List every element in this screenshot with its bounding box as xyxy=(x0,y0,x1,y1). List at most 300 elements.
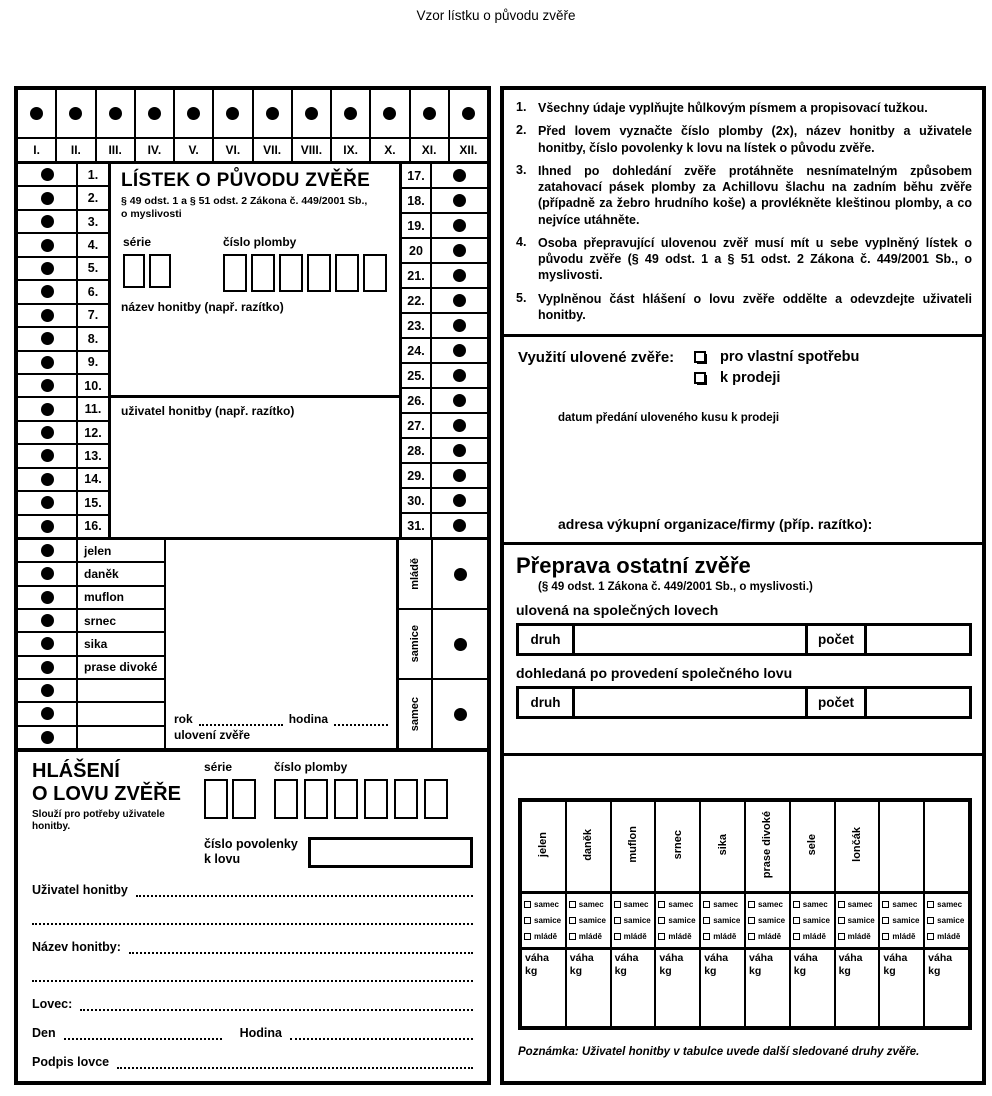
checkbox-icon[interactable] xyxy=(927,917,934,924)
day-punch-cell[interactable] xyxy=(432,339,487,364)
checkbox-icon[interactable] xyxy=(927,901,934,908)
month-punch-cell[interactable] xyxy=(214,90,251,139)
day-punch-cell[interactable] xyxy=(432,189,487,214)
day-number: 18. xyxy=(402,189,430,214)
mlade-checkbox-row[interactable] xyxy=(614,932,653,941)
vaha-input-cell[interactable] xyxy=(791,950,834,1026)
animal-name: srnec xyxy=(78,610,164,633)
day-punch-cell[interactable] xyxy=(432,314,487,339)
animal-punch-cell[interactable] xyxy=(18,680,76,703)
vaha-input-cell[interactable] xyxy=(612,950,655,1026)
hlaseni-title-line1: HLÁŠENÍ xyxy=(32,760,120,782)
punch-dot-icon xyxy=(41,356,54,369)
punch-dot-icon xyxy=(305,107,318,120)
month-punch-cell[interactable] xyxy=(136,90,173,139)
vaha-label: váha xyxy=(704,952,729,964)
samice-checkbox-row[interactable] xyxy=(703,916,742,925)
punch-dot-icon xyxy=(41,449,54,462)
kg-label: kg xyxy=(704,965,717,978)
druh-input-cell[interactable] xyxy=(575,689,805,716)
day-punch-cell[interactable] xyxy=(18,422,76,445)
month-punch-cell[interactable] xyxy=(450,90,487,139)
checkbox-icon[interactable] xyxy=(524,917,531,924)
punch-dot-icon xyxy=(41,496,54,509)
vaha-input-cell[interactable] xyxy=(701,950,744,1026)
samice-checkbox-row[interactable] xyxy=(882,916,921,925)
punch-dot-icon xyxy=(41,637,54,650)
hlaseni-plomba-box[interactable] xyxy=(274,779,298,819)
checkbox-icon[interactable] xyxy=(658,917,665,924)
month-cell xyxy=(214,90,253,161)
month-cell xyxy=(254,90,293,161)
species-checkbox-cell xyxy=(925,894,968,950)
day-punch-cell[interactable] xyxy=(18,281,76,304)
mlade-label: mládě xyxy=(937,931,961,941)
mlade-label: mládě xyxy=(668,931,692,941)
month-label: IX. xyxy=(343,143,358,157)
vaha-input-cell[interactable] xyxy=(746,950,789,1026)
checkbox-icon[interactable] xyxy=(838,933,845,940)
month-label: VI. xyxy=(225,143,241,157)
species-header-cell xyxy=(880,802,923,894)
punch-dot-icon xyxy=(454,638,467,651)
druh-header: druh xyxy=(519,689,575,716)
day-punch-cell[interactable] xyxy=(432,264,487,289)
samec-checkbox-row[interactable] xyxy=(614,900,653,909)
sex-label: samice xyxy=(409,625,421,663)
day-punch-cell[interactable] xyxy=(18,258,76,281)
day-punch-cell[interactable] xyxy=(432,364,487,389)
samec-label: samec xyxy=(802,900,828,910)
plomba-box[interactable] xyxy=(363,254,387,292)
samice-checkbox-row[interactable] xyxy=(793,916,832,925)
animal-name-column xyxy=(78,540,166,748)
day-number: 1. xyxy=(78,164,108,187)
day-number: 20 xyxy=(402,239,430,264)
day-punch-cell[interactable] xyxy=(18,492,76,515)
checkbox-icon[interactable] xyxy=(658,933,665,940)
day-number: 23. xyxy=(402,314,430,339)
month-cell xyxy=(371,90,410,161)
days-1-16-number-column xyxy=(78,164,111,537)
adresa-vykupni-label: adresa výkupní organizace/firmy (příp. razítko): xyxy=(558,516,873,532)
punch-dot-icon xyxy=(453,419,466,432)
punch-dot-icon xyxy=(41,168,54,181)
species-checkbox-cell xyxy=(791,894,834,950)
month-label: XI. xyxy=(421,143,437,157)
option-pro-vlastni-spotrebu[interactable] xyxy=(694,349,859,365)
instruction-item xyxy=(512,163,972,228)
punch-dot-icon xyxy=(453,194,466,207)
plomba-box[interactable] xyxy=(223,254,247,292)
day-number: 2. xyxy=(78,187,108,210)
day-number: 14. xyxy=(78,469,108,492)
day-number: 15. xyxy=(78,492,108,515)
day-punch-cell[interactable] xyxy=(432,464,487,489)
month-punch-cell[interactable] xyxy=(18,90,55,139)
mlade-checkbox-row[interactable] xyxy=(927,932,966,941)
kg-label: kg xyxy=(883,965,896,978)
rok-fill-line[interactable] xyxy=(199,713,283,726)
kg-label: kg xyxy=(928,965,941,978)
month-punch-cell[interactable] xyxy=(254,90,291,139)
month-punch-cell[interactable] xyxy=(332,90,369,139)
species-header-cell xyxy=(746,802,789,894)
day-punch-cell[interactable] xyxy=(432,389,487,414)
day-punch-cell[interactable] xyxy=(18,398,76,421)
hlaseni-plomba-box[interactable] xyxy=(424,779,448,819)
vaha-label: váha xyxy=(614,952,639,964)
day-punch-cell[interactable] xyxy=(432,239,487,264)
uloveni-zvere-label: ulovení zvěře xyxy=(174,728,251,742)
animal-punch-cell[interactable] xyxy=(18,727,76,748)
punch-dot-icon xyxy=(41,567,54,580)
checkbox-icon[interactable] xyxy=(524,901,531,908)
sex-label: mládě xyxy=(409,558,421,590)
vaha-label: váha xyxy=(793,952,818,964)
animal-punch-cell[interactable] xyxy=(18,610,76,633)
serie-label: série xyxy=(123,235,152,250)
day-number: 28. xyxy=(402,439,430,464)
animal-punch-column xyxy=(18,540,78,748)
mlade-checkbox-row[interactable] xyxy=(703,932,742,941)
mlade-label: mládě xyxy=(802,931,826,941)
hlaseni-plomba-label: číslo plomby xyxy=(274,760,348,774)
day-number: 9. xyxy=(78,352,108,375)
mlade-checkbox-row[interactable] xyxy=(658,932,697,941)
ulovena-label: ulovená na společných lovech xyxy=(516,602,719,618)
samec-label: samec xyxy=(937,900,963,910)
day-punch-cell[interactable] xyxy=(432,164,487,189)
species-checkbox-cell xyxy=(746,894,789,950)
samice-checkbox-row[interactable] xyxy=(927,916,966,925)
animal-punch-cell[interactable] xyxy=(18,703,76,726)
checkbox-icon[interactable] xyxy=(569,901,576,908)
vaha-input-cell[interactable] xyxy=(522,950,565,1026)
month-punch-cell[interactable] xyxy=(57,90,94,139)
day-punch-cell[interactable] xyxy=(18,516,76,537)
instruction-item xyxy=(512,291,972,324)
instruction-text: Osoba přepravující ulovenou zvěř musí mít u sebe vyplněný lístek o původu zvěře (§ 49 odst. 1 a § 51 odst. 2 Zákona č. 449/2001 Sb., o myslivosti. xyxy=(538,235,972,283)
hodina-fill-line[interactable] xyxy=(290,1027,473,1040)
podpis-fill-line[interactable] xyxy=(117,1056,473,1069)
samice-label: samice xyxy=(892,915,920,925)
punch-dot-icon xyxy=(226,107,239,120)
punch-dot-icon xyxy=(453,369,466,382)
vaha-label: váha xyxy=(928,952,953,964)
month-label: XII. xyxy=(459,143,478,157)
samec-checkbox-row[interactable] xyxy=(927,900,966,909)
sex-label-cell xyxy=(399,540,431,610)
day-punch-cell[interactable] xyxy=(18,164,76,187)
checkbox-icon[interactable] xyxy=(658,901,665,908)
mlade-checkbox-row[interactable] xyxy=(524,932,563,941)
mlade-checkbox-row[interactable] xyxy=(882,932,921,941)
checkbox-icon[interactable] xyxy=(793,901,800,908)
day-punch-cell[interactable] xyxy=(432,489,487,514)
hlaseni-section xyxy=(18,752,487,1081)
checkbox-icon[interactable] xyxy=(614,917,621,924)
checkbox-icon[interactable] xyxy=(793,933,800,940)
mlade-checkbox-row[interactable] xyxy=(793,932,832,941)
samice-checkbox-row[interactable] xyxy=(838,916,877,925)
mlade-checkbox-row[interactable] xyxy=(838,932,877,941)
vaha-label: váha xyxy=(883,952,908,964)
mlade-checkbox-row[interactable] xyxy=(748,932,787,941)
species-header-cell xyxy=(522,802,565,894)
listek-law-line1: § 49 odst. 1 a § 51 odst. 2 Zákona č. 449/2001 Sb., xyxy=(121,195,368,207)
plomba-box[interactable] xyxy=(307,254,331,292)
plomba-label: číslo plomby xyxy=(223,235,297,250)
punch-dot-icon xyxy=(454,568,467,581)
day-punch-cell[interactable] xyxy=(432,289,487,314)
vaha-input-cell[interactable] xyxy=(880,950,923,1026)
day-punch-cell[interactable] xyxy=(18,375,76,398)
day-punch-cell[interactable] xyxy=(18,211,76,234)
punch-dot-icon xyxy=(41,731,54,744)
vaha-label: váha xyxy=(569,952,594,964)
samice-checkbox-row[interactable] xyxy=(614,916,653,925)
species-column xyxy=(880,802,925,1026)
vaha-input-cell[interactable] xyxy=(656,950,699,1026)
checkbox-icon[interactable] xyxy=(569,933,576,940)
day-punch-cell[interactable] xyxy=(432,514,487,537)
sex-label-cell xyxy=(399,610,431,680)
day-punch-cell[interactable] xyxy=(18,305,76,328)
povolenka-input-box[interactable] xyxy=(308,837,473,868)
kg-label: kg xyxy=(659,965,672,978)
serie-box[interactable] xyxy=(149,254,171,288)
day-number: 19. xyxy=(402,214,430,239)
samice-checkbox-row[interactable] xyxy=(748,916,787,925)
instruction-text: Všechny údaje vyplňujte hůlkovým písmem a propisovací tužkou. xyxy=(538,101,928,115)
poznamka-note: Poznámka: Uživatel honitby v tabulce uvede další sledované druhy zvěře. xyxy=(518,1046,920,1058)
mlade-label: mládě xyxy=(713,931,737,941)
hodina-fill-line[interactable] xyxy=(334,713,388,726)
month-punch-cell[interactable] xyxy=(293,90,330,139)
vaha-label: váha xyxy=(748,952,773,964)
kg-label: kg xyxy=(614,965,627,978)
species-column xyxy=(925,802,968,1026)
preprava-subtitle: (§ 49 odst. 1 Zákona č. 449/2001 Sb., o myslivosti.) xyxy=(538,581,813,593)
checkbox-icon[interactable] xyxy=(748,901,755,908)
animal-punch-cell[interactable] xyxy=(18,633,76,656)
month-punch-cell[interactable] xyxy=(175,90,212,139)
species-name: daněk xyxy=(582,828,595,861)
mlade-label: mládě xyxy=(847,931,871,941)
animal-punch-cell[interactable] xyxy=(18,657,76,680)
punch-dot-icon xyxy=(41,614,54,627)
month-punch-cell[interactable] xyxy=(411,90,448,139)
checkbox-icon[interactable] xyxy=(927,933,934,940)
vaha-label: váha xyxy=(525,952,549,964)
checkbox-icon[interactable] xyxy=(703,917,710,924)
punch-dot-icon xyxy=(453,244,466,257)
day-punch-cell[interactable] xyxy=(18,234,76,257)
samec-checkbox-row[interactable] xyxy=(793,900,832,909)
punch-dot-icon xyxy=(453,344,466,357)
hlaseni-plomba-box[interactable] xyxy=(364,779,388,819)
sex-punch-cell[interactable] xyxy=(433,610,487,680)
hlaseni-serie-label: série xyxy=(204,760,233,774)
animal-punch-cell[interactable] xyxy=(18,540,76,563)
instruction-number: 4. xyxy=(516,234,527,249)
species-column xyxy=(746,802,791,1026)
samice-label: samice xyxy=(713,915,741,925)
species-table xyxy=(518,798,972,1030)
month-cell xyxy=(18,90,57,161)
samec-checkbox-row[interactable] xyxy=(569,900,608,909)
sex-punch-cell[interactable] xyxy=(433,540,487,610)
pocet-input-cell[interactable] xyxy=(867,689,969,716)
checkbox-icon[interactable] xyxy=(569,917,576,924)
hlaseni-serie-box[interactable] xyxy=(204,779,228,819)
day-punch-cell[interactable] xyxy=(18,469,76,492)
mlade-checkbox-row[interactable] xyxy=(569,932,608,941)
species-name: jelen xyxy=(537,831,550,858)
checkbox-icon[interactable] xyxy=(882,917,889,924)
nazev-honitby-fill-line[interactable] xyxy=(129,941,473,954)
samice-label: samice xyxy=(668,915,696,925)
hlaseni-plomba-box[interactable] xyxy=(304,779,328,819)
samec-label: samec xyxy=(847,900,873,910)
month-label: II. xyxy=(70,143,81,157)
vaha-input-cell[interactable] xyxy=(836,950,879,1026)
samec-checkbox-row[interactable] xyxy=(524,900,563,909)
vaha-input-cell[interactable] xyxy=(925,950,968,1026)
checkbox-icon[interactable] xyxy=(703,933,710,940)
checkbox-icon[interactable] xyxy=(694,351,706,363)
option-k-prodeji[interactable] xyxy=(694,370,859,386)
den-fill-line[interactable] xyxy=(64,1027,222,1040)
day-punch-cell[interactable] xyxy=(432,414,487,439)
day-punch-cell[interactable] xyxy=(18,352,76,375)
month-punch-cell[interactable] xyxy=(97,90,134,139)
samice-checkbox-row[interactable] xyxy=(569,916,608,925)
pocet-input-cell[interactable] xyxy=(867,626,969,653)
punch-dot-icon xyxy=(109,107,122,120)
samec-checkbox-row[interactable] xyxy=(882,900,921,909)
uzivatel-honitby-fill-line2[interactable] xyxy=(32,912,473,925)
rok-label: rok xyxy=(174,712,193,726)
checkbox-icon[interactable] xyxy=(703,901,710,908)
days-17-31-punch-column xyxy=(432,164,487,537)
instruction-number: 5. xyxy=(516,290,527,305)
plomba-box[interactable] xyxy=(251,254,275,292)
samice-checkbox-row[interactable] xyxy=(524,916,563,925)
checkbox-icon[interactable] xyxy=(882,933,889,940)
punch-dot-icon xyxy=(453,469,466,482)
samec-label: samec xyxy=(578,900,604,910)
animal-center-box[interactable] xyxy=(166,540,399,748)
druh-input-cell[interactable] xyxy=(575,626,805,653)
checkbox-icon[interactable] xyxy=(748,933,755,940)
day-number: 21. xyxy=(402,264,430,289)
uzivatel-honitby-fill-line[interactable] xyxy=(136,884,473,897)
day-number: 16. xyxy=(84,519,102,534)
plomba-box[interactable] xyxy=(279,254,303,292)
day-punch-cell[interactable] xyxy=(18,328,76,351)
checkbox-icon[interactable] xyxy=(614,901,621,908)
punch-dot-icon xyxy=(41,426,54,439)
day-punch-cell[interactable] xyxy=(18,445,76,468)
animal-punch-cell[interactable] xyxy=(18,563,76,586)
animal-name: muflon xyxy=(78,587,164,610)
kg-label: kg xyxy=(838,965,851,978)
samec-checkbox-row[interactable] xyxy=(838,900,877,909)
month-cell xyxy=(175,90,214,161)
option-label: k prodeji xyxy=(720,370,781,386)
day-number: 6. xyxy=(78,281,108,304)
hlaseni-plomba-box[interactable] xyxy=(394,779,418,819)
mlade-label: mládě xyxy=(892,931,916,941)
nazev-honitby-fill-line2[interactable] xyxy=(32,969,473,982)
sex-label: samec xyxy=(409,696,421,732)
checkbox-icon[interactable] xyxy=(793,917,800,924)
species-checkbox-cell xyxy=(656,894,699,950)
samec-label: samec xyxy=(623,900,649,910)
hlaseni-serie-box[interactable] xyxy=(232,779,256,819)
uzivatel-honitby-stamp-area[interactable] xyxy=(111,395,399,537)
lovec-fill-line[interactable] xyxy=(80,998,473,1011)
vaha-label: váha xyxy=(838,952,863,964)
species-section xyxy=(504,756,982,1081)
hlaseni-plomba-box[interactable] xyxy=(334,779,358,819)
povolenka-label: číslo povolenky k lovu xyxy=(204,837,298,866)
checkbox-icon[interactable] xyxy=(524,933,531,940)
punch-dot-icon xyxy=(344,107,357,120)
species-checkbox-cell xyxy=(880,894,923,950)
checkbox-icon[interactable] xyxy=(614,933,621,940)
serie-box[interactable] xyxy=(123,254,145,288)
punch-dot-icon xyxy=(453,294,466,307)
punch-dot-icon xyxy=(41,262,54,275)
samec-checkbox-row[interactable] xyxy=(658,900,697,909)
preprava-section xyxy=(504,545,982,756)
punch-dot-icon xyxy=(453,444,466,457)
day-punch-cell[interactable] xyxy=(18,187,76,210)
mlade-label: mládě xyxy=(534,931,558,941)
kg-label: kg xyxy=(793,965,807,978)
preprava-title: Přeprava ostatní zvěře xyxy=(516,553,751,578)
sex-punch-cell[interactable] xyxy=(433,680,487,748)
checkbox-icon[interactable] xyxy=(838,901,845,908)
checkbox-icon[interactable] xyxy=(694,372,706,384)
plomba-box[interactable] xyxy=(335,254,359,292)
day-punch-cell[interactable] xyxy=(432,214,487,239)
month-punch-cell[interactable] xyxy=(371,90,408,139)
species-column xyxy=(791,802,836,1026)
species-header-cell xyxy=(612,802,655,894)
samec-checkbox-row[interactable] xyxy=(703,900,742,909)
mlade-label: mládě xyxy=(578,931,602,941)
samec-checkbox-row[interactable] xyxy=(748,900,787,909)
punch-dot-icon xyxy=(453,169,466,182)
vaha-input-cell[interactable] xyxy=(567,950,610,1026)
day-punch-cell[interactable] xyxy=(432,439,487,464)
punch-dot-icon xyxy=(41,309,54,322)
checkbox-icon[interactable] xyxy=(748,917,755,924)
instruction-item xyxy=(512,235,972,284)
checkbox-icon[interactable] xyxy=(882,901,889,908)
samec-label: samec xyxy=(892,900,918,910)
checkbox-icon[interactable] xyxy=(838,917,845,924)
samice-checkbox-row[interactable] xyxy=(658,916,697,925)
punch-dot-icon xyxy=(41,661,54,674)
punch-dot-icon xyxy=(266,107,279,120)
animal-punch-cell[interactable] xyxy=(18,587,76,610)
species-header-cell xyxy=(656,802,699,894)
